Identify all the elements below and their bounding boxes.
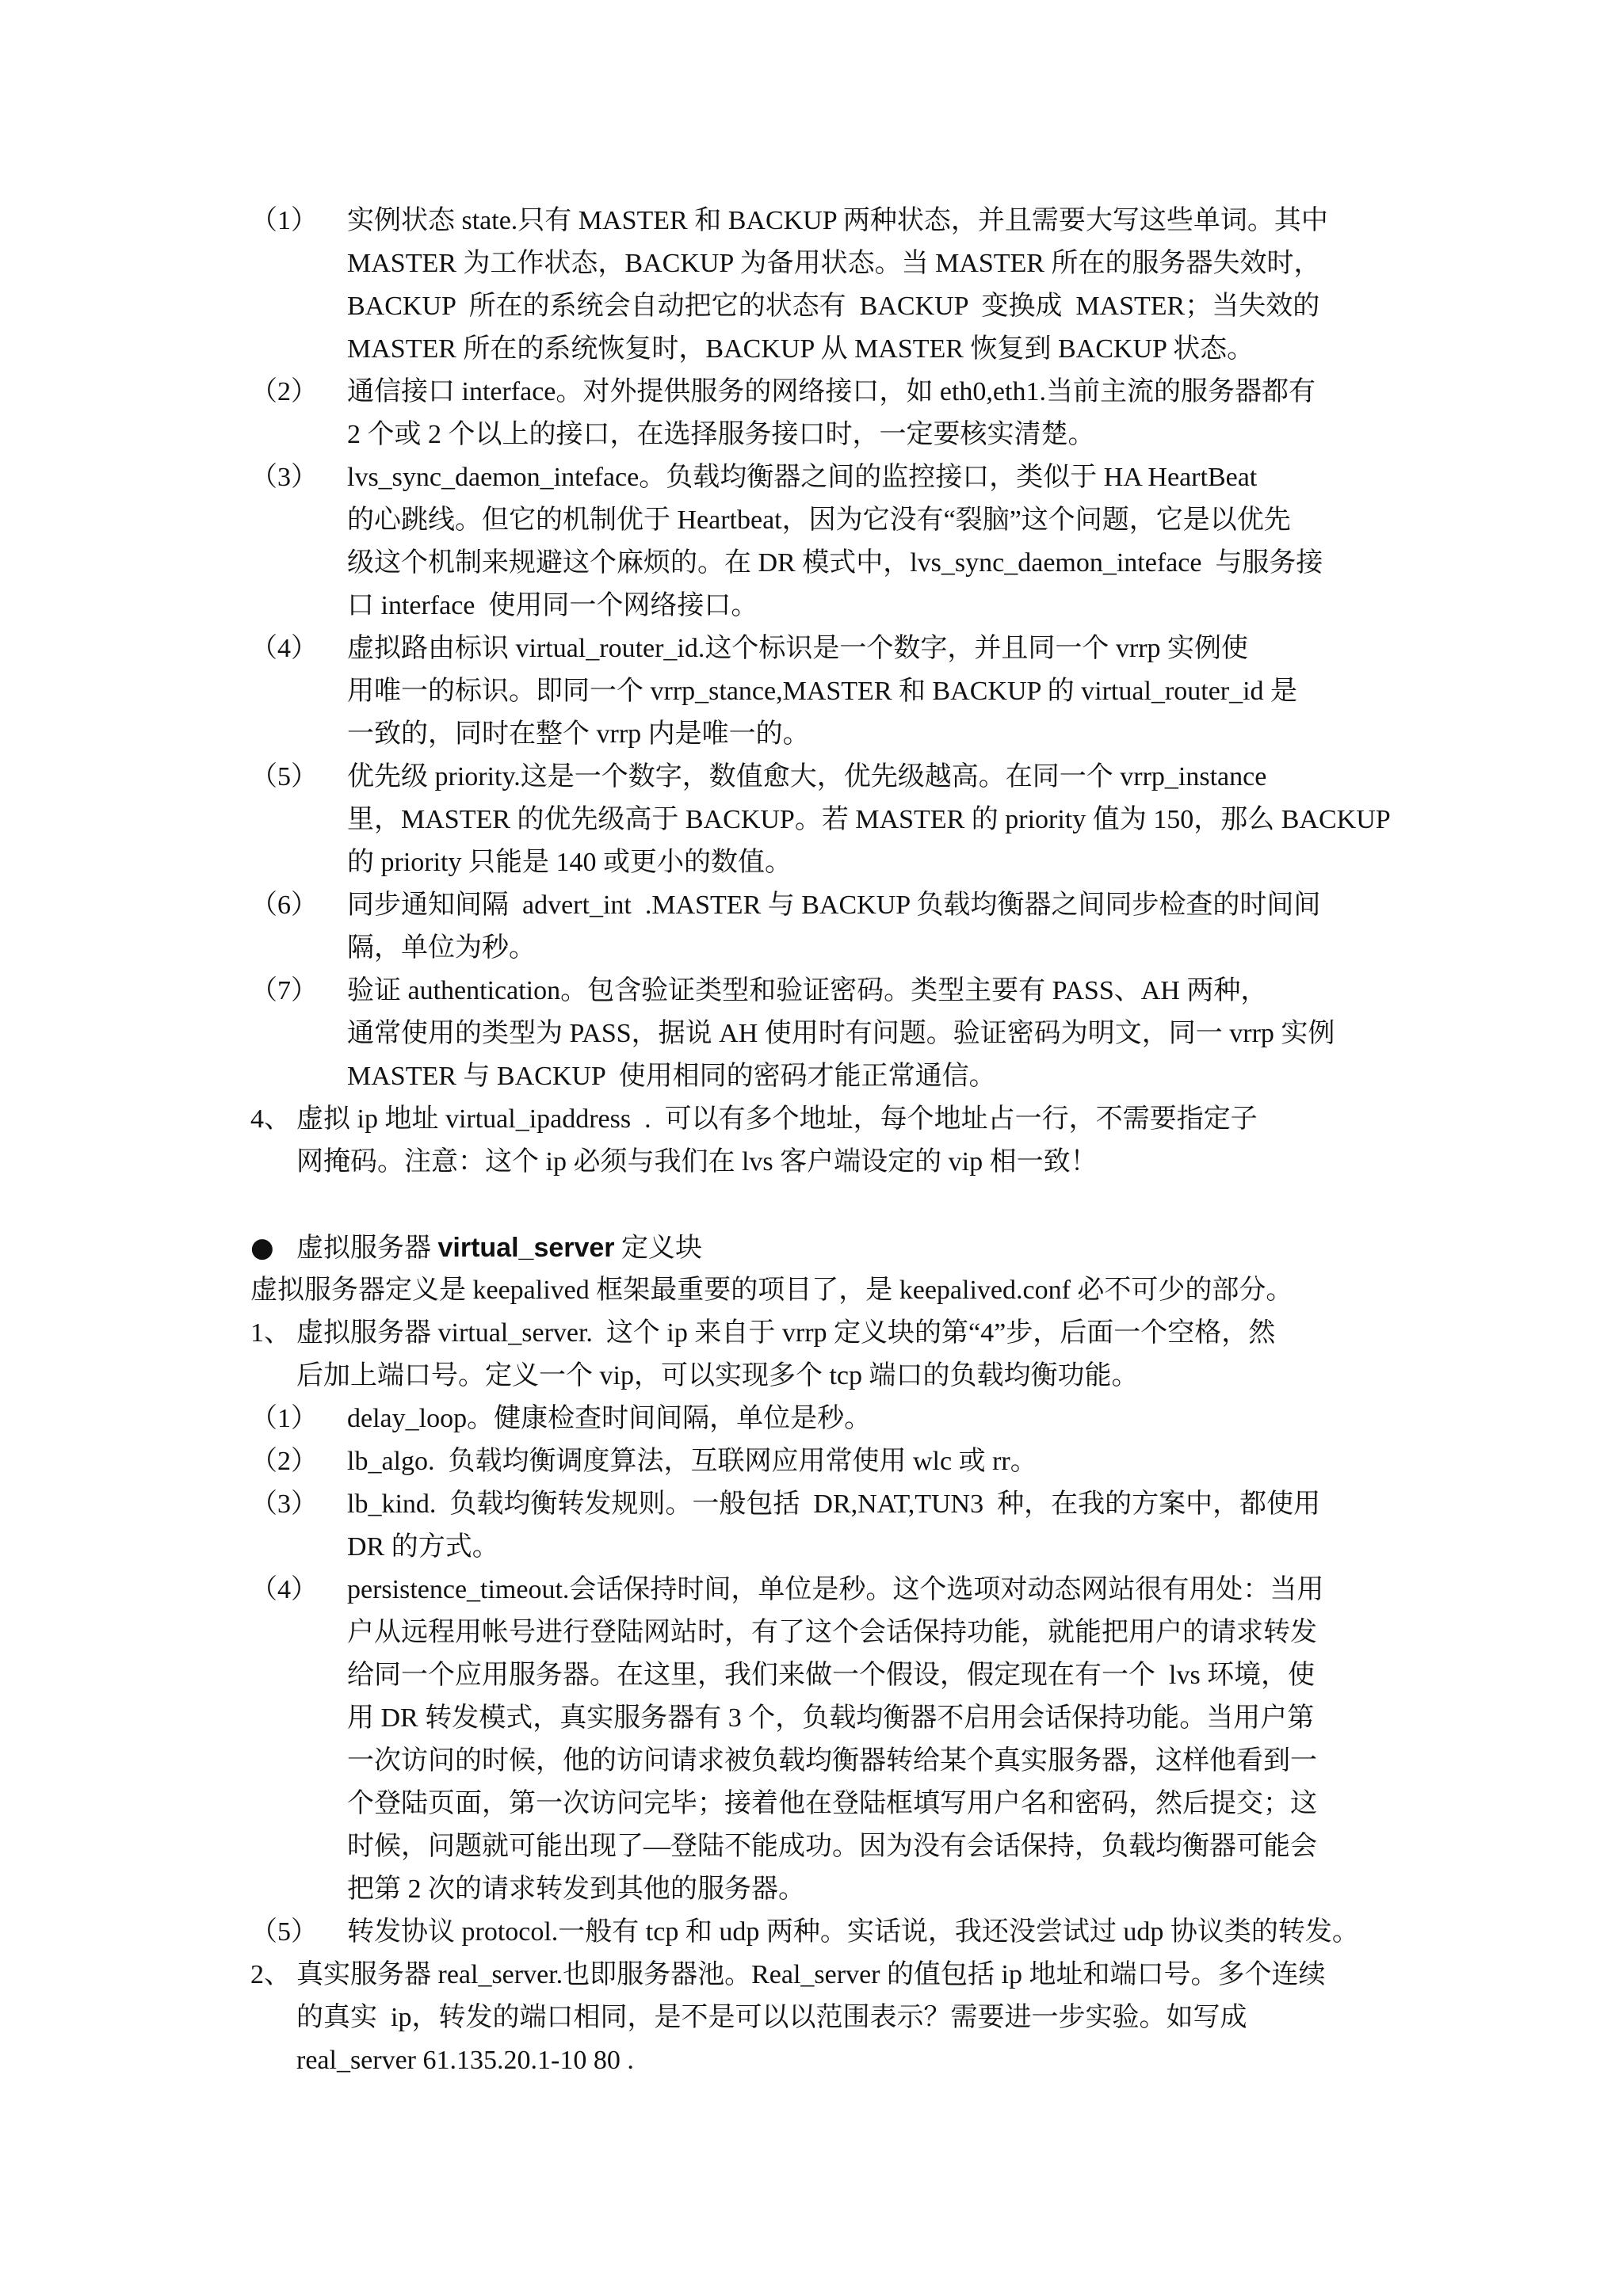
item-number: （2） (250, 377, 318, 406)
text-line: 实例状态 state.只有 MASTER 和 BACKUP 两种状态，并且需要大写这些单词。其中 (347, 206, 1328, 235)
text-line: 转发协议 protocol.一般有 tcp 和 udp 两种。实话说，我还没尝试过 udp 协议类的转发。 (347, 1917, 1359, 1947)
list-item (250, 1398, 1392, 1440)
item-number: （3） (250, 1489, 318, 1519)
text-line: 同步通知间隔 advert_int .MASTER 与 BACKUP 负载均衡器之间同步检查的时间间 (347, 891, 1321, 920)
intro-paragraph: 虚拟服务器定义是 keepalived 框架最重要的项目了，是 keepalived.conf 必不可少的部分。 (250, 1276, 1293, 1305)
text-line: DR 的方式。 (347, 1532, 499, 1562)
list-item-real-server (250, 1954, 1392, 2082)
text-line: 个登陆页面，第一次访问完毕；接着他在登陆框填写用户名和密码，然后提交；这 (347, 1789, 1317, 1818)
item-number: （6） (250, 891, 318, 920)
spacer (250, 1184, 1392, 1226)
list-item (250, 371, 1392, 456)
text-line: BACKUP 所在的系统会自动把它的状态有 BACKUP 变换成 MASTER；当失效的 (347, 292, 1320, 321)
text-line: 户从远程用帐号进行登陆网站时，有了这个会话保持功能，就能把用户的请求转发 (347, 1618, 1317, 1647)
list-item (250, 627, 1392, 756)
text-line: real_server 61.135.20.1-10 80 . (296, 2046, 634, 2075)
text-line: 口 interface 使用同一个网络接口。 (347, 591, 758, 620)
text-line: 时候，问题就可能出现了—登陆不能成功。因为没有会话保持，负载均衡器可能会 (347, 1832, 1317, 1861)
text-line: MASTER 为工作状态，BACKUP 为备用状态。当 MASTER 所在的服务器失效时， (347, 249, 1321, 278)
list-item (250, 756, 1392, 884)
text-line: 验证 authentication。包含验证类型和验证密码。类型主要有 PASS、AH 两种， (347, 976, 1268, 1005)
text-line: 的 priority 只能是 140 或更小的数值。 (347, 848, 792, 877)
text-line: lvs_sync_daemon_inteface。负载均衡器之间的监控接口，类似于 HA HeartBeat (347, 463, 1258, 492)
text-line: 里，MASTER 的优先级高于 BACKUP。若 MASTER 的 priority 值为 150，那么 BACKUP (347, 805, 1391, 834)
text-line: 网掩码。注意：这个 ip 必须与我们在 lvs 客户端设定的 vip 相一致！ (296, 1147, 1098, 1177)
list-item (250, 1440, 1392, 1483)
item-number: （4） (250, 634, 318, 663)
list-item (250, 456, 1392, 627)
text-line: 后加上端口号。定义一个 vip，可以实现多个 tcp 端口的负载均衡功能。 (296, 1361, 1139, 1390)
document-body (250, 200, 1392, 2082)
list-item (250, 1483, 1392, 1569)
vrrp-instance-items (250, 200, 1392, 1098)
item-number: （3） (250, 463, 318, 492)
text-line: 的心跳线。但它的机制优于 Heartbeat，因为它没有“裂脑”这个问题，它是以优先 (347, 505, 1291, 535)
text-line: MASTER 与 BACKUP 使用相同的密码才能正常通信。 (347, 1062, 996, 1091)
text-line: 一致的，同时在整个 vrrp 内是唯一的。 (347, 719, 810, 749)
text-line: lb_kind. 负载均衡转发规则。一般包括 DR,NAT,TUN3 种，在我的方案中，都使用 (347, 1489, 1321, 1519)
text-line: 通常使用的类型为 PASS，据说 AH 使用时有问题。验证密码为明文，同一 vrrp 实例 (347, 1019, 1335, 1048)
text-line: 级这个机制来规避这个麻烦的。在 DR 模式中，lvs_sync_daemon_inteface 与服务接 (347, 548, 1323, 578)
text-line: persistence_timeout.会话保持时间，单位是秒。这个选项对动态网站很有用处：当用 (347, 1575, 1324, 1604)
list-item (250, 200, 1392, 371)
heading-keyword: virtual_server (437, 1233, 615, 1263)
text-line: 2 个或 2 个以上的接口，在选择服务接口时，一定要核实清楚。 (347, 420, 1095, 449)
list-item (250, 1911, 1392, 1954)
item-number: （2） (250, 1447, 318, 1476)
text-line: 的真实 ip，转发的端口相同，是不是可以以范围表示？需要进一步实验。如写成 (296, 2003, 1247, 2032)
item-number: （4） (250, 1575, 318, 1604)
text-line: 用 DR 转发模式，真实服务器有 3 个，负载均衡器不启用会话保持功能。当用户第 (347, 1703, 1315, 1733)
list-item-4 (250, 1098, 1392, 1184)
text-line: 虚拟服务器 virtual_server. 这个 ip 来自于 vrrp 定义块的第“4”步，后面一个空格，然 (296, 1318, 1276, 1348)
item-number: （7） (250, 976, 318, 1005)
list-item (250, 1569, 1392, 1911)
text-line: 真实服务器 real_server.也即服务器池。Real_server 的值包括 ip 地址和端口号。多个连续 (296, 1960, 1326, 1989)
text-line: MASTER 所在的系统恢复时，BACKUP 从 MASTER 恢复到 BACKUP 状态。 (347, 334, 1254, 364)
text-line: 优先级 priority.这是一个数字，数值愈大，优先级越高。在同一个 vrrp_instance (347, 762, 1267, 791)
list-item (250, 970, 1392, 1098)
text-line: 通信接口 interface。对外提供服务的网络接口，如 eth0,eth1.当前主流的服务器都有 (347, 377, 1316, 406)
item-number: 1、 (250, 1318, 291, 1348)
text-line: delay_loop。健康检查时间间隔，单位是秒。 (347, 1404, 872, 1433)
section-heading (250, 1226, 1392, 1269)
text-line: 隔，单位为秒。 (347, 933, 536, 963)
text-line: 一次访问的时候，他的访问请求被负载均衡器转给某个真实服务器，这样他看到一 (347, 1746, 1317, 1775)
virtual-server-items (250, 1398, 1392, 1954)
item-number: 4、 (250, 1104, 291, 1134)
item-number: （5） (250, 762, 318, 791)
text-line: 用唯一的标识。即同一个 vrrp_stance,MASTER 和 BACKUP 的 virtual_router_id 是 (347, 677, 1298, 706)
text-line: 虚拟 ip 地址 virtual_ipaddress . 可以有多个地址，每个地址占一行，不需要指定子 (296, 1104, 1258, 1134)
list-item-virtual-server (250, 1312, 1392, 1398)
bullet-icon: ● (250, 1232, 274, 1264)
item-number: （1） (250, 206, 318, 235)
item-number: （5） (250, 1917, 318, 1947)
text-line: 虚拟路由标识 virtual_router_id.这个标识是一个数字，并且同一个 vrrp 实例使 (347, 634, 1249, 663)
list-item (250, 884, 1392, 970)
heading-prefix: 虚拟服务器 (296, 1234, 438, 1263)
text-line: lb_algo. 负载均衡调度算法，互联网应用常使用 wlc 或 rr。 (347, 1447, 1037, 1476)
text-line: 给同一个应用服务器。在这里，我们来做一个假设，假定现在有一个 lvs 环境，使 (347, 1661, 1316, 1690)
text-line: 把第 2 次的请求转发到其他的服务器。 (347, 1875, 805, 1904)
item-number: （1） (250, 1404, 318, 1433)
item-number: 2、 (250, 1960, 291, 1989)
heading-suffix: 定义块 (614, 1234, 703, 1263)
